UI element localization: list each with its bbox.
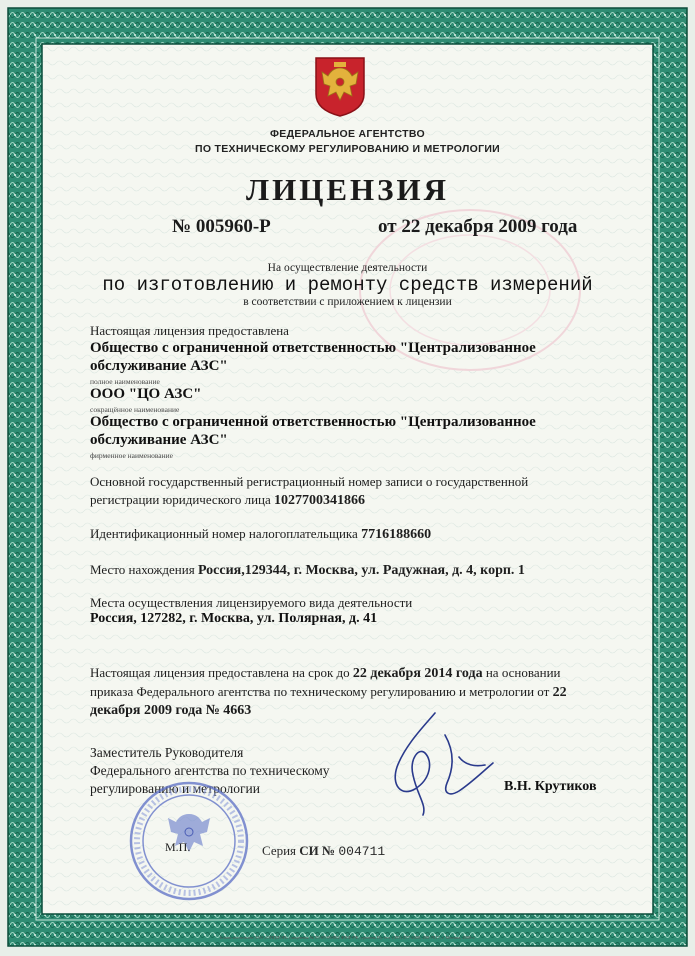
location-value: Россия,129344, г. Москва, ул. Радужная, д. 4, корп. 1 — [197, 563, 525, 578]
term-line1 — [90, 665, 560, 682]
license-number: № 005960-Р — [172, 216, 271, 237]
term-line2-text: приказа Федерального агентства по техническому регулированию и метрологии от — [90, 684, 550, 699]
document-title: ЛИЦЕНЗИЯ — [246, 172, 449, 207]
signatory-line2: Федерального агентства по техническому — [90, 763, 330, 778]
full-name-caption: полное наименование — [90, 377, 160, 386]
full-name-line2: обслуживание АЗС" — [90, 358, 228, 374]
ogrn-value: 1027700341866 — [274, 493, 366, 508]
inn-line — [90, 526, 431, 543]
signatory-name: В.Н. Крутиков — [504, 779, 597, 794]
term-line2-bold: 22 — [552, 685, 567, 700]
short-name: ООО "ЦО АЗС" — [90, 386, 202, 402]
activity-name: по изготовлению и ремонту средств измерений — [102, 274, 593, 296]
term-part2: на основании — [485, 665, 561, 680]
location-line — [90, 562, 525, 579]
granted-to-label: Настоящая лицензия предоставлена — [90, 323, 289, 338]
series-no-sign: № — [322, 843, 336, 858]
full-name-line1: Общество с ограниченной ответственностью "Централизованное — [90, 340, 536, 356]
signatory-line1: Заместитель Руководителя — [90, 745, 244, 760]
agency-name-line1: ФЕДЕРАЛЬНОЕ АГЕНТСТВО — [270, 128, 425, 140]
inn-label: Идентификационный номер налогоплательщика — [90, 526, 358, 541]
brand-name-line1: Общество с ограниченной ответственностью "Централизованное — [90, 414, 536, 430]
license-date: от 22 декабря 2009 года — [378, 216, 578, 237]
short-name-caption: сокращённое наименование — [90, 405, 180, 414]
term-line2 — [90, 684, 567, 701]
registration-label-line2: регистрации юридического лица — [90, 492, 271, 507]
activity-place-value: Россия, 127282, г. Москва, ул. Полярная, д. 41 — [90, 611, 378, 626]
term-part1: Настоящая лицензия предоставлена на срок до — [90, 665, 350, 680]
agency-name-line2: ПО ТЕХНИЧЕСКОМУ РЕГУЛИРОВАНИЮ И МЕТРОЛОГИИ — [194, 143, 501, 155]
stamp-place-mark: М.П. — [165, 840, 191, 854]
series-code: СИ — [299, 843, 319, 858]
coat-of-arms-icon — [314, 56, 366, 118]
activity-note: в соответствии с приложением к лицензии — [243, 296, 452, 308]
activity-intro: На осуществление деятельности — [267, 262, 428, 274]
registration-label-line1: Основной государственный регистрационный номер записи о государственной — [90, 474, 529, 489]
term-until: 22 декабря 2014 года — [352, 666, 483, 681]
inn-value: 7716188660 — [361, 527, 432, 542]
registration-line2 — [90, 492, 365, 509]
location-label: Место нахождения — [90, 562, 195, 577]
series-number: 004711 — [338, 844, 386, 859]
signatory-line3: регулированию и метрологии — [90, 781, 260, 796]
series-line — [262, 843, 385, 859]
signature-icon — [375, 705, 500, 820]
brand-name-line2: обслуживание АЗС" — [90, 432, 228, 448]
brand-name-caption: фирменное наименование — [90, 451, 173, 460]
series-label: Серия — [262, 843, 297, 858]
order-date-number: декабря 2009 года № 4663 — [90, 703, 252, 718]
printer-line: Бланк изготовлен ЗАО «ОПЦИОН» (лицензия № 05-05-09/002 ФНФ РФ, уровень В), тел. (495) 257-2400, 208-7617, г. Москва, 2008 г. — [220, 935, 475, 940]
activity-place-label: Места осуществления лицензируемого вида деятельности — [90, 595, 413, 610]
